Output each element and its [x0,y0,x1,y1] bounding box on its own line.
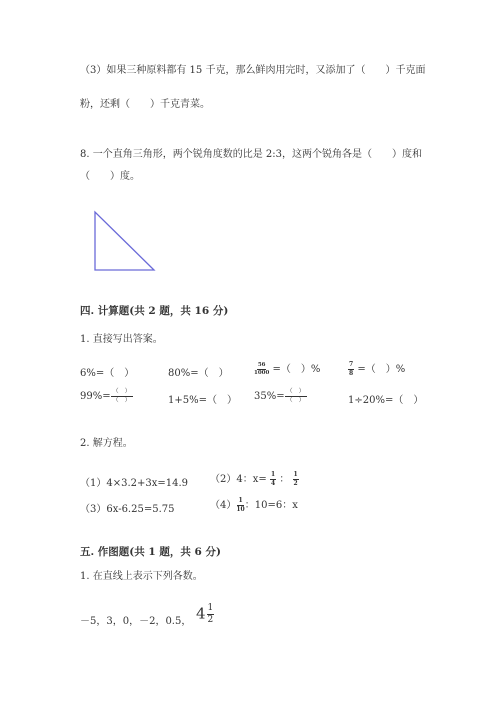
frac-numerator: 1 [238,497,243,504]
q8-line2: （ ）度。 [80,171,140,182]
frac-denominator: （ ） [112,397,131,404]
frac-numerator: 1 [270,471,276,478]
q3-line1: （3）如果三种原料都有 15 千克，那么鲜肉用完时，又添加了（ ）千克面 [80,65,426,76]
calc-99-percent [80,389,133,404]
frac-numerator: 1 [293,471,298,478]
equation-4-pre: （4） [210,500,237,511]
frac-numerator: 1 [207,603,214,613]
frac-numerator: （ ） [286,388,305,395]
equation-4-rest: ：10=6：x [244,500,298,511]
section4-sub1: 1. 直接写出答案。 [80,334,163,345]
calc-80-percent: 80%=（ ） [168,368,229,379]
frac-denominator: 1000 [254,370,270,376]
equation-4 [210,496,298,513]
equation-2 [210,470,299,487]
q8-line1: 8. 一个直角三角形，两个锐角度数的比是 2:3，这两个锐角各是（ ）度和 [80,149,422,160]
calc-1-plus-5-percent: 1+5%=（ ） [168,395,237,406]
section5-title: 五. 作图题(共 1 题，共 6 分) [80,546,221,558]
calc-1-div-20-percent: 1÷20%=（ ） [348,395,424,406]
calc-fraction-56-1000 [254,360,320,377]
frac-denominator: 10 [236,506,245,513]
calc-6-percent: 6%=（ ） [80,368,135,379]
equation-1: （1）4×3.2+3x=14.9 [80,478,189,489]
frac-numerator: 56 [257,363,267,371]
section4-title: 四. 计算题(共 2 题，共 16 分) [80,305,229,317]
equation-2-colon: ： [279,474,290,485]
equation-3: （3）6x-6.25=5.75 [80,504,175,515]
frac-denominator: 2 [293,480,298,487]
calc-99-percent-pre: 99%= [80,391,111,402]
frac-denominator: （ ） [286,397,305,404]
calc-35-percent-pre: 35%= [254,391,285,402]
numbers-list: －5，3，0，－2，0.5， [80,616,192,627]
frac-denominator: 8 [349,370,354,377]
mixed-number-4-1-2 [196,604,214,625]
section5-sub1: 1. 在直线上表示下列各数。 [80,571,203,582]
calc-fraction-56-1000-rest: =（ ）% [272,364,321,375]
calc-35-percent [254,389,307,404]
calc-fraction-7-8-rest: =（ ）% [357,364,406,375]
q3-line2: 粉，还剩（ ）千克青菜。 [80,99,210,110]
calc-fraction-7-8 [348,360,405,377]
frac-numerator: 7 [349,361,354,368]
section4-sub2: 2. 解方程。 [80,438,133,449]
frac-denominator: 4 [270,480,276,487]
frac-denominator: 2 [207,615,214,625]
frac-numerator: （ ） [112,388,131,395]
equation-2-pre: （2）4：x= [210,474,267,485]
mixed-whole: 4 [196,604,206,623]
right-triangle-figure [90,207,160,275]
